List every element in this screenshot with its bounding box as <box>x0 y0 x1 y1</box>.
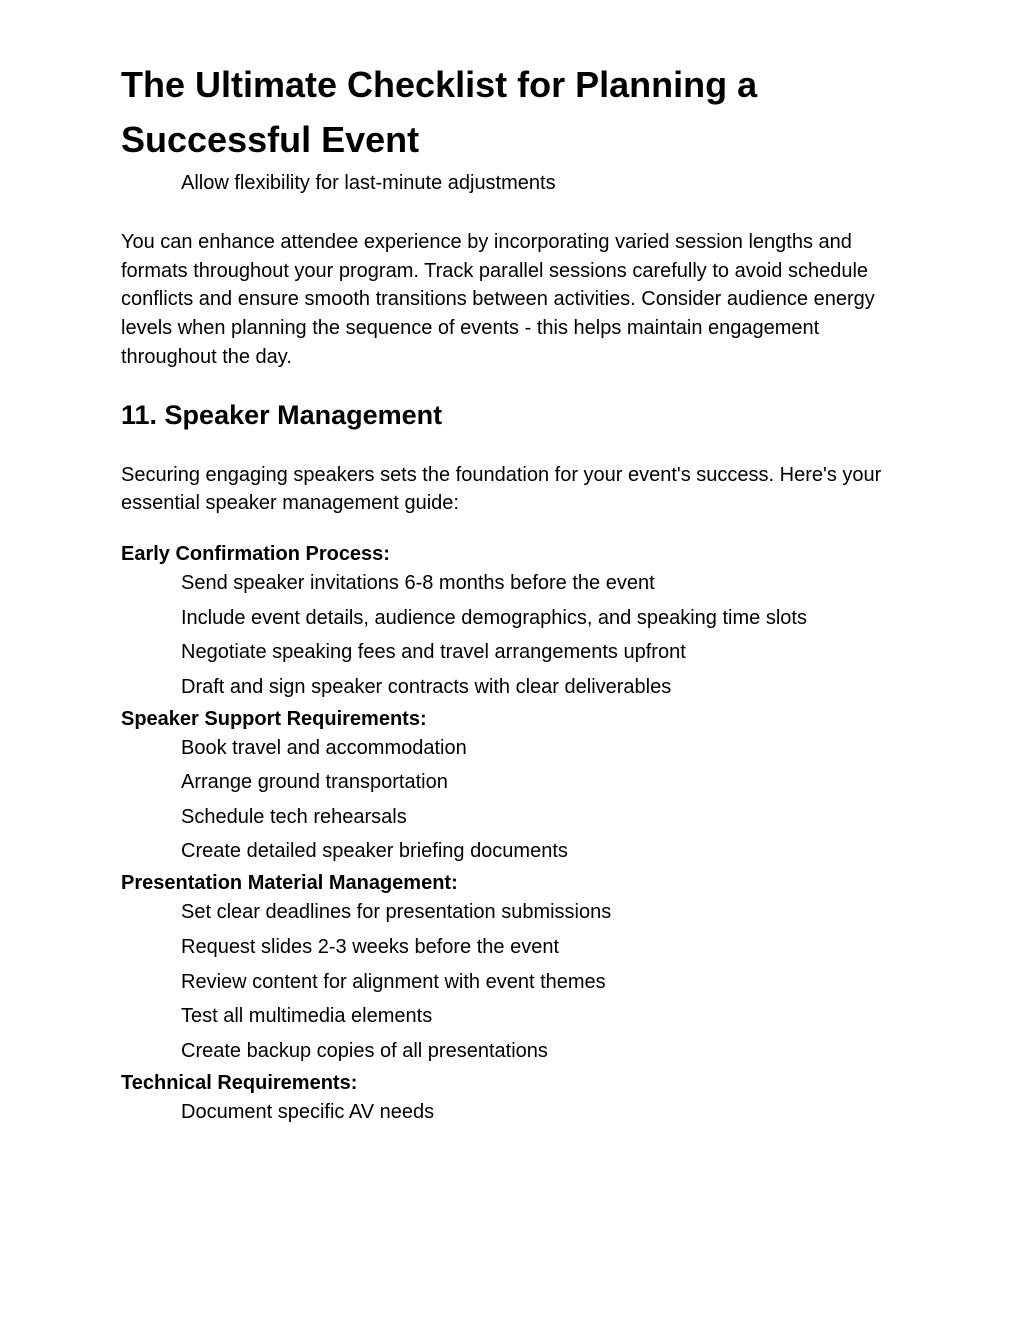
checklist-group-presentation-material <box>121 869 911 1064</box>
checklist <box>121 569 911 701</box>
list-item: Create detailed speaker briefing documents <box>181 840 568 863</box>
list-item: Include event details, audience demographics, and speaking time slots <box>181 606 807 629</box>
title-line-1: The Ultimate Checklist for Planning a <box>121 64 758 105</box>
checklist-group-speaker-support <box>121 705 911 866</box>
list-item: Document specific AV needs <box>181 1100 435 1123</box>
document-title <box>121 0 911 167</box>
list-item: Send speaker invitations 6-8 months before the event <box>181 571 655 594</box>
list-item: Arrange ground transportation <box>181 771 448 794</box>
section-paragraph: Securing engaging speakers sets the foundation for your event's success. Here's your essential speaker management guide: <box>121 463 882 515</box>
list-item: Review content for alignment with event themes <box>181 970 606 993</box>
checklist <box>121 734 911 866</box>
list-item: Create backup copies of all presentations <box>181 1039 548 1062</box>
list-item: Book travel and accommodation <box>181 736 467 759</box>
checklist-group-technical <box>121 1069 911 1126</box>
title-line-2: Successful Event <box>121 119 420 160</box>
checklist <box>121 1098 911 1126</box>
list-item: Negotiate speaking fees and travel arrangements upfront <box>181 641 686 664</box>
list-item: Schedule tech rehearsals <box>181 805 407 828</box>
list-item: Set clear deadlines for presentation submissions <box>181 901 612 924</box>
checklist-group-early-confirmation <box>121 540 911 701</box>
group-heading: Early Confirmation Process: <box>121 542 390 565</box>
list-item: Test all multimedia elements <box>181 1005 433 1028</box>
intro-paragraph: You can enhance attendee experience by incorporating varied session lengths and formats throughout your program. Track parallel sessions carefully to avoid schedule conflicts and ensure smooth transitions between activities. Consider audience energy levels when planning the sequence of events - this helps maintain engagement throughout the day. <box>121 231 875 368</box>
group-heading: Presentation Material Management: <box>121 872 458 895</box>
document-page <box>121 0 911 1126</box>
intro-list-item: Allow flexibility for last-minute adjustments <box>181 172 556 194</box>
group-heading: Speaker Support Requirements: <box>121 707 427 730</box>
group-heading: Technical Requirements: <box>121 1071 358 1094</box>
checklist <box>121 898 911 1064</box>
section-heading: 11. Speaker Management <box>121 399 443 430</box>
list-item: Draft and sign speaker contracts with clear deliverables <box>181 675 672 698</box>
list-item: Request slides 2-3 weeks before the event <box>181 936 559 959</box>
